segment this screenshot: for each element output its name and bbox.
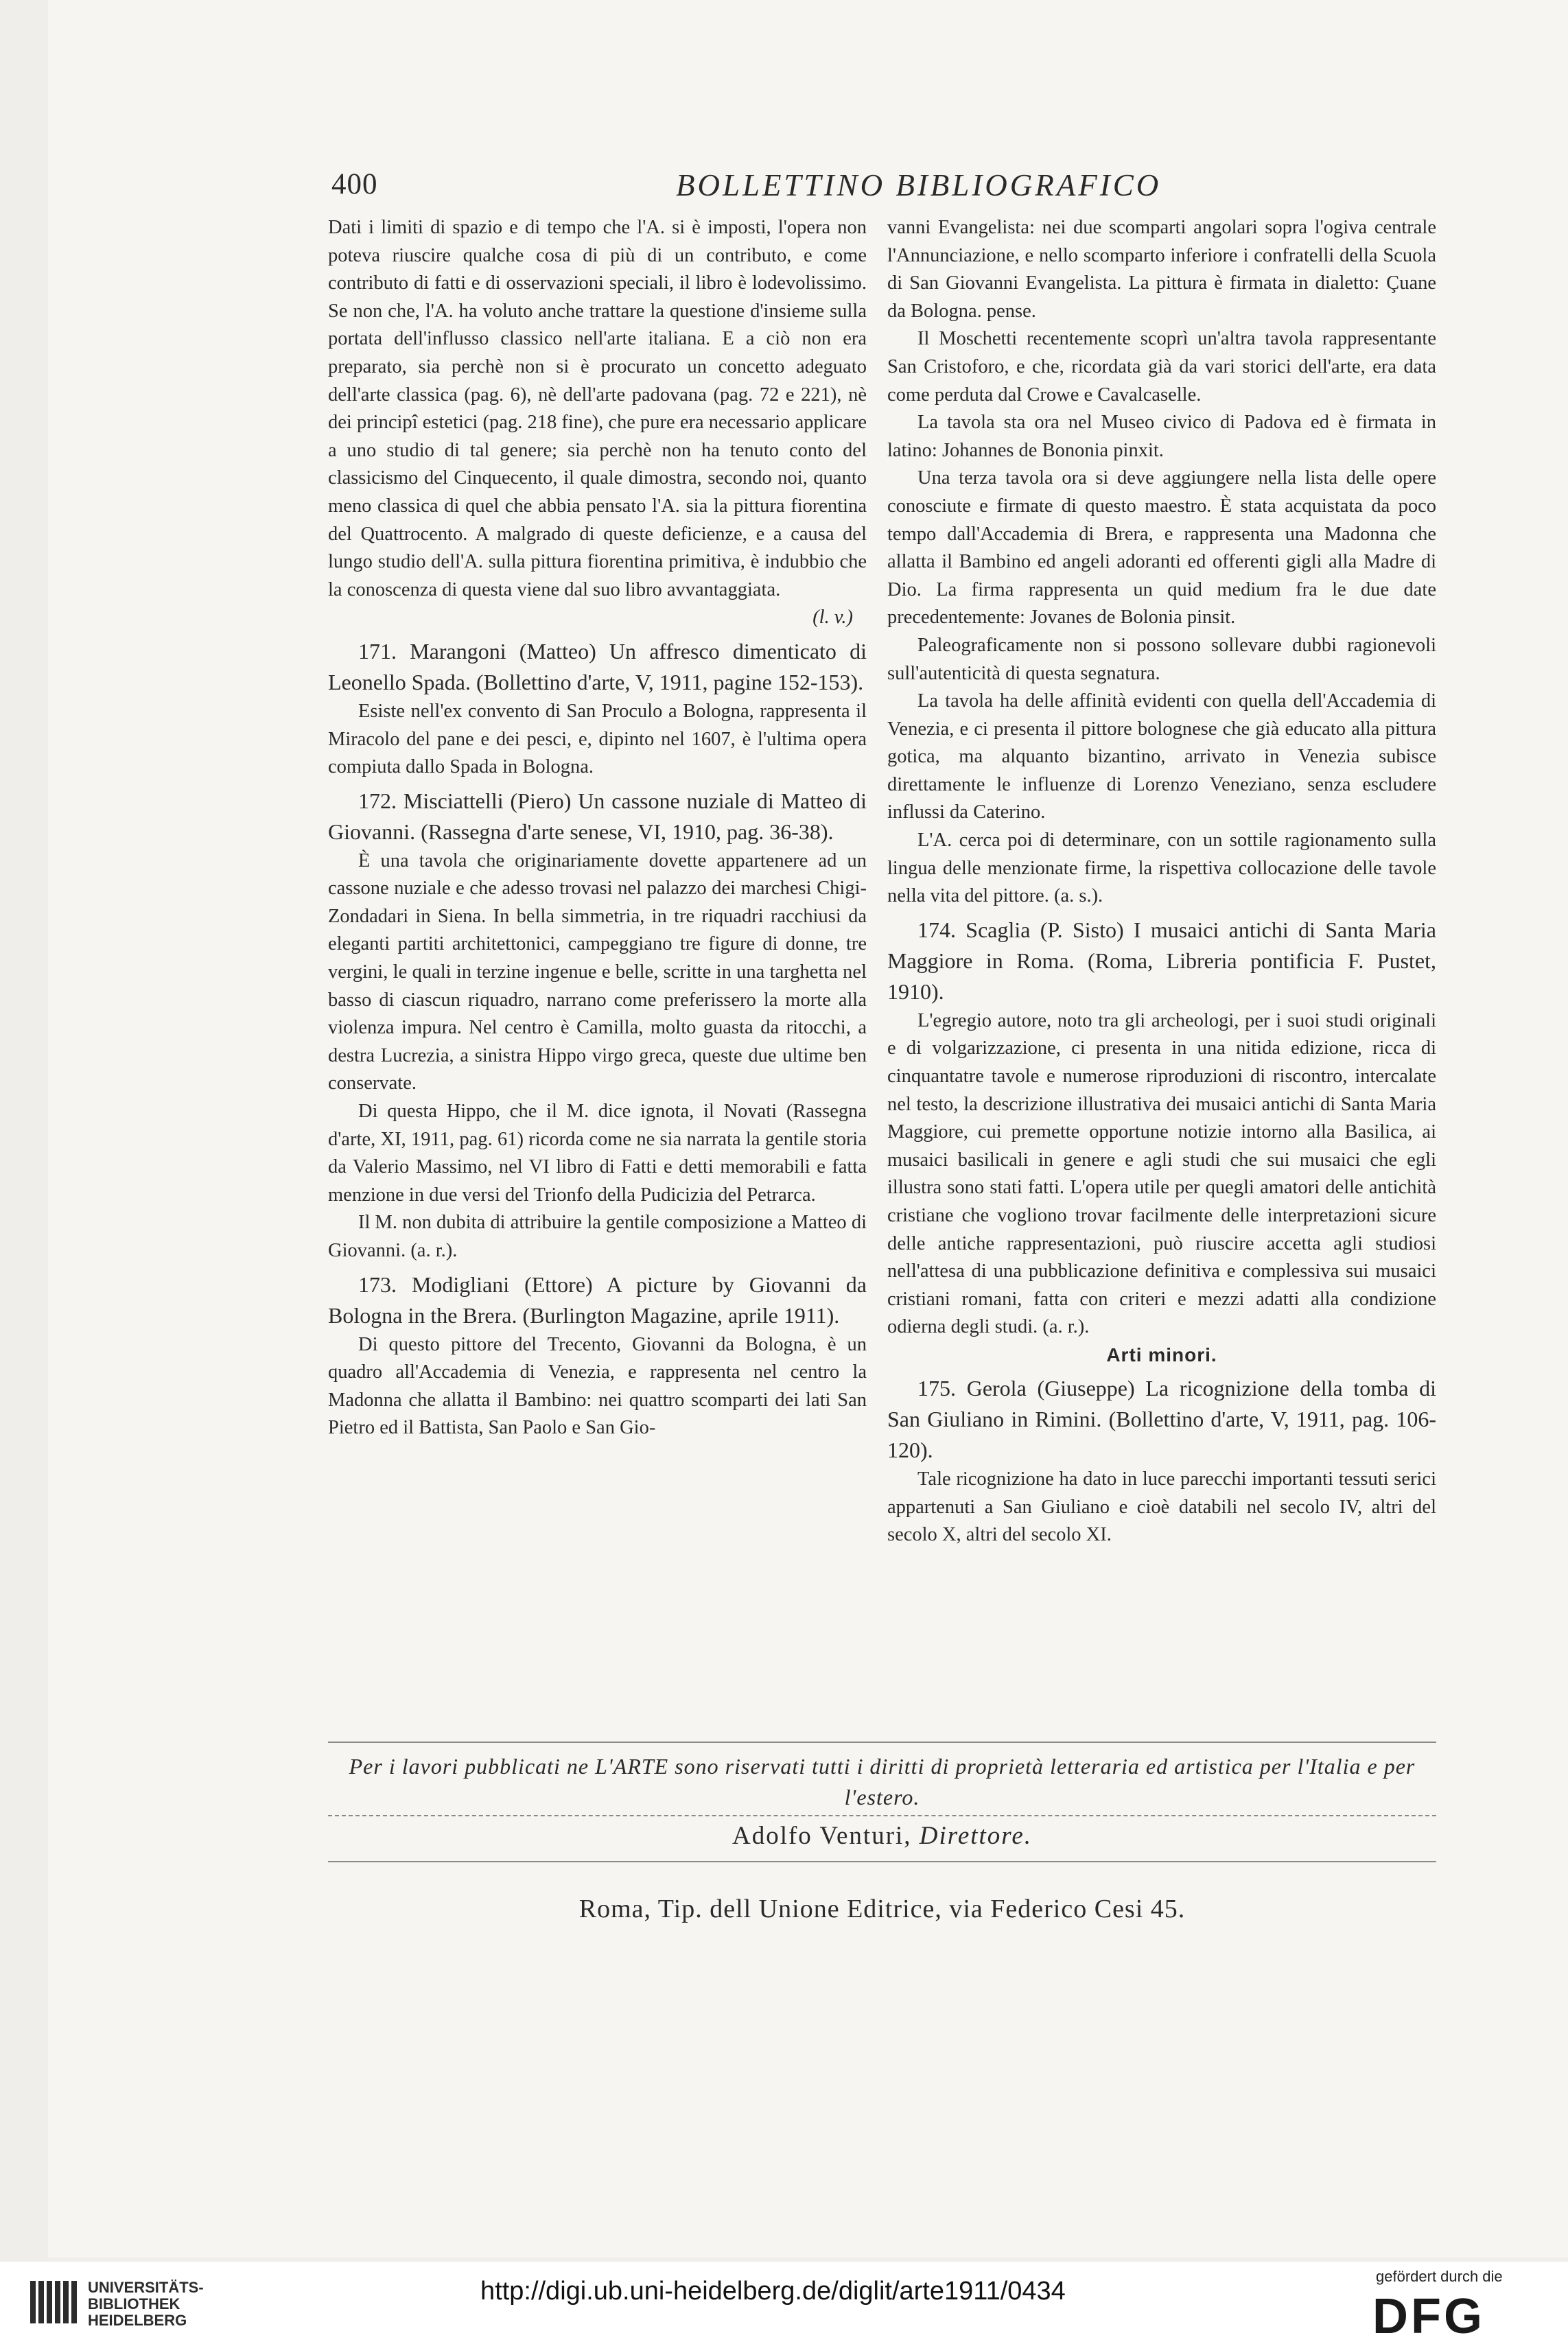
reviewer-initials: (l. v.) xyxy=(812,607,853,629)
review-paragraph: vanni Evangelista: nei due scomparti angolari sopra l'ogiva centrale l'Annunciazione, e nello scomparto inferiore i confratelli della Scuola di San Giovanni Evangelista. La pittura è firmata in dialetto: Çuane da Bologna. pense. xyxy=(887,217,1436,322)
review-paragraph: Di questo pittore del Trecento, Giovanni da Bologna, è un quadro all'Accademia di Venezia, e rappresenta nel centro la Madonna che allatta il Bambino: nei quattro scomparti dei lati San Pietro ed il Battista, San Paolo e San Gio- xyxy=(328,1333,867,1439)
funder-caption: gefördert durch die xyxy=(1376,2268,1503,2285)
permalink-url[interactable]: http://digi.ub.uni-heidelberg.de/diglit/arte1911/0434 xyxy=(480,2277,1066,2306)
bibliography-entry: 174. Scaglia (P. Sisto) I musaici antichi di Santa Maria Maggiore in Roma. (Roma, Libreria pontificia F. Pustet, 1910). xyxy=(887,917,1436,1004)
svg-text:DFG: DFG xyxy=(1372,2293,1485,2336)
review-paragraph: Paleograficamente non si possono sollevare dubbi ragionevoli sull'autenticità di questa segnatura. xyxy=(887,634,1436,684)
bibliography-entry: 171. Marangoni (Matteo) Un affresco dimenticato di Leonello Spada. (Bollettino d'arte, V, 1911, pagine 152-153). xyxy=(328,638,867,694)
review-paragraph: La tavola sta ora nel Museo civico di Padova ed è firmata in latino: Johannes de Bononia pinxit. xyxy=(887,412,1436,461)
right-column xyxy=(887,214,1436,1549)
dfg-logo-icon xyxy=(1372,2293,1537,2336)
library-logo-icon xyxy=(27,2277,79,2328)
section-heading: Arti minori. xyxy=(1106,1344,1217,1366)
page-number: 400 xyxy=(331,168,378,200)
running-title: BOLLETTINO BIBLIOGRAFICO xyxy=(676,168,1162,202)
review-paragraph: Il Moschetti recentemente scoprì un'altra tavola rappresentante San Cristoforo, e che, ricordata già da vari storici dell'arte, era data come perduta dal Crowe e Cavalcaselle. xyxy=(887,328,1436,406)
bibliography-entry: 172. Misciattelli (Piero) Un cassone nuziale di Matteo di Giovanni. (Rassegna d'arte senese, VI, 1910, pag. 36-38). xyxy=(328,788,867,844)
review-paragraph: L'A. cerca poi di determinare, con un sottile ragionamento sulla lingua delle menzionate firme, la rispettiva collocazione delle tavole nella vita del pittore. (a. s.). xyxy=(887,830,1436,907)
review-paragraph: Tale ricognizione ha dato in luce parecchi importanti tessuti serici appartenuti a San Giuliano e cioè databili nel secolo IV, altri del secolo X, altri del secolo XI. xyxy=(887,1468,1436,1546)
library-name: UNIVERSITÄTS- BIBLIOTHEK HEIDELBERG xyxy=(88,2279,204,2329)
director-credit xyxy=(328,1821,1436,1851)
review-paragraph: Dati i limiti di spazio e di tempo che l'A. si è imposti, l'opera non poteva riuscire qualche cosa di più di un contributo, e come contributo di fatti e di osservazioni speciali, il libro è lodevolissimo. Se non che, l'A. ha voluto anche trattare la questione d'insieme sulla portata dell'influsso classico nell'arte italiana. E a ciò non era preparato, sia perchè non si è procurato un concetto adeguato dell'arte classica (pag. 6), nè dell'arte padovana (pag. 72 e 221), nè dei principî estetici (pag. 218 fine), che pure era necessario applicare a uno studio di tal genere; sia perchè non ha tenuto conto del classicismo del Cinquecento, il quale dimostra, secondo noi, quanto meno classica di quel che abbia pensato l'A. sia la pittura fiorentina del Quattrocento. A malgrado di queste deficienze, e a causa del lungo studio dell'A. sulla pittura fiorentina primitiva, è indubbio che la conoscenza di questa viene dal suo libro avvantaggiata. xyxy=(328,217,867,600)
director-title: Direttore. xyxy=(919,1822,1033,1850)
footer-rule-dashed xyxy=(328,1815,1436,1816)
review-paragraph: È una tavola che originariamente dovette appartenere ad un cassone nuziale e che adesso trovasi nel palazzo dei marchesi Chigi-Zondadari in Siena. In bella simmetria, in tre riquadri racchiusi da eleganti partiti architettonici, campeggiano tre figure di donne, tre vergini, le quali in terzine ingenue e belle, scritte in una targhetta nel basso di ciascun riquadro, narrano come preferissero la morte alla violenza impura. Nel centro è Camilla, molto guasta da ritocchi, a destra Lucrezia, a sinistra Hippo virgo greca, queste due ultime ben conservate. xyxy=(328,849,867,1094)
review-paragraph: L'egregio autore, noto tra gli archeologi, per i suoi studi originali e di volgarizzazione, ci presenta in una nitida edizione, ricca di cinquantatre tavole e numerose riproduzioni di riscontro, intercalate nel testo, la descrizione illustrativa dei musaici antichi di Santa Maria Maggiore, cui premette opportune notizie intorno alla Basilica, ai musaici basilicali in genere e agli studi che sui musaici che egli illustra sono stati fatti. L'opera utile per quegli amatori delle antichità cristiane che vogliono trovar facilmente delle interpretazioni sicure delle antiche rappresentazioni, può riuscire accetta agli studiosi nell'attesa di una pubblicazione definitiva e complessiva sui musaici cristiani romani, fatta con criteri e mezzi adatti alla condizione odierna degli studi. (a. r.). xyxy=(887,1009,1436,1338)
review-paragraph: Esiste nell'ex convento di San Proculo a Bologna, rappresenta il Miracolo del pane e dei pesci, e, dipinto nel 1607, è l'ultima opera compiuta dallo Spada in Bologna. xyxy=(328,700,867,778)
review-paragraph: Il M. non dubita di attribuire la gentile composizione a Matteo di Giovanni. (a. r.). xyxy=(328,1212,867,1261)
rights-notice: Per i lavori pubblicati ne L'ARTE sono riservati tutti i diritti di proprietà letteraria ed artistica per l'Italia e per l'estero. xyxy=(349,1754,1416,1809)
footer-rule-bottom xyxy=(328,1861,1436,1862)
bibliography-entry: 173. Modigliani (Ettore) A picture by Giovanni da Bologna in the Brera. (Burlington Magazine, aprile 1911). xyxy=(328,1271,867,1328)
bibliography-entry: 175. Gerola (Giuseppe) La ricognizione della tomba di San Giuliano in Rimini. (Bollettino d'arte, V, 1911, pag. 106-120). xyxy=(887,1375,1436,1462)
printer-line: Roma, Tip. dell Unione Editrice, via Federico Cesi 45. xyxy=(578,1895,1186,1923)
director-name: Adolfo Venturi, xyxy=(732,1822,912,1850)
review-paragraph: Una terza tavola ora si deve aggiungere nella lista delle opere conosciute e firmate di questo maestro. È stata acquistata da poco tempo dall'Accademia di Brera, e rappresenta una Madonna che allatta il Bambino ed angeli adoranti ed offerenti gigli alla Madre di Dio. La firma rappresenta un quid medium fra le due date precedentemente: Jovanes de Bolonia pinsit. xyxy=(887,467,1436,629)
left-column xyxy=(328,214,867,1442)
review-paragraph: La tavola ha delle affinità evidenti con quella dell'Accademia di Venezia, e ci presenta il pittore bolognese che già educato alla pittura gotica, ma alquanto bizantino, arrivato in Venezia subisce direttamente le influenze di Lorenzo Veneziano, senza escludere influssi da Caterino. xyxy=(887,690,1436,823)
review-paragraph: Di questa Hippo, che il M. dice ignota, il Novati (Rassegna d'arte, XI, 1911, pag. 61) ricorda come ne sia narrata la gentile storia da Valerio Massimo, nel VI libro di Fatti e detti memorabili e fatta menzione in due versi del Trionfo della Pudicizia del Petrarca. xyxy=(328,1101,867,1206)
footer-rule xyxy=(328,1742,1436,1743)
